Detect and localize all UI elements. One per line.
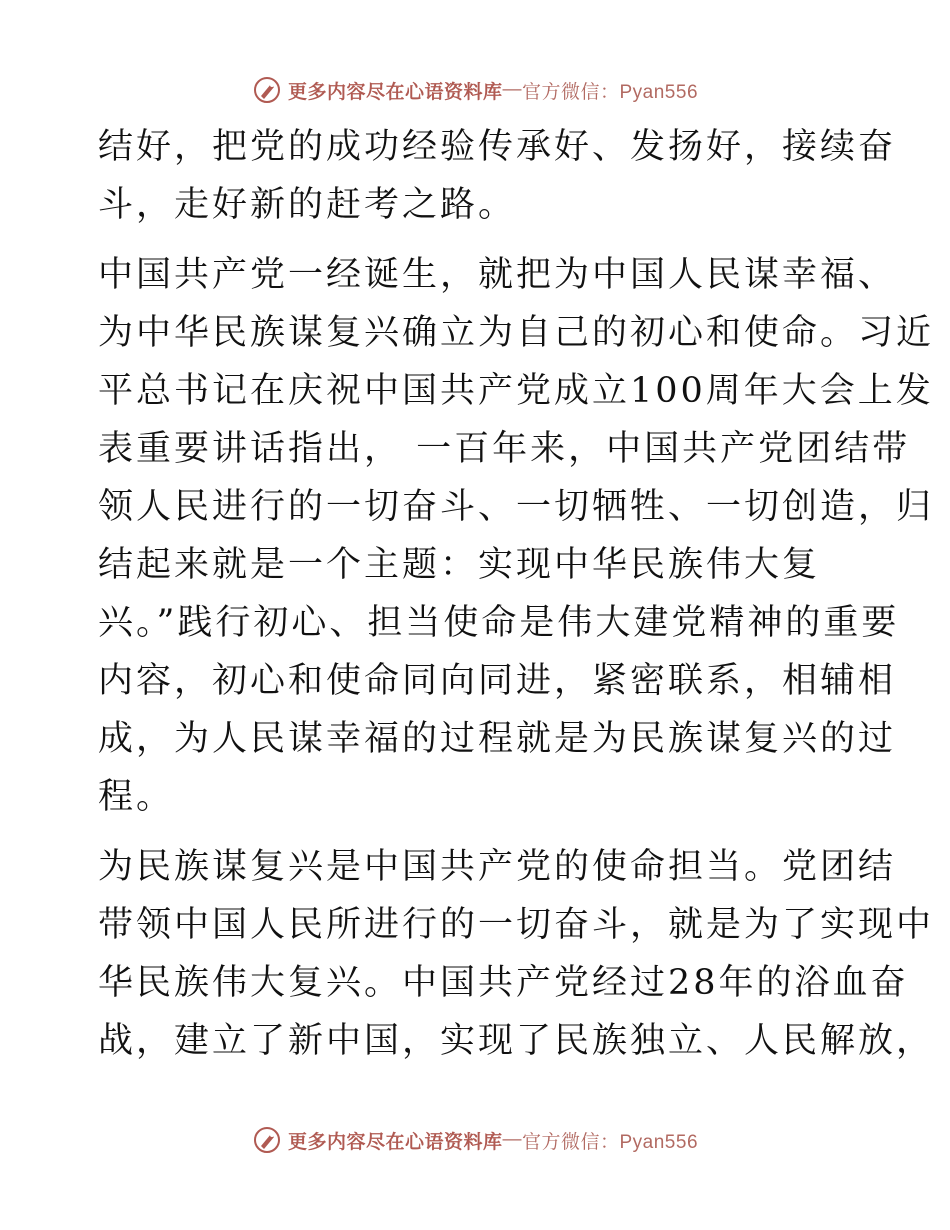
document-body <box>98 118 935 1082</box>
banner-separator: — <box>502 79 522 100</box>
banner-title: 更多内容尽在心语资料库 <box>287 80 503 103</box>
text-line: 兴。”践行初心、担当使命是伟大建党精神的重要 <box>98 603 900 643</box>
header-banner <box>0 72 950 108</box>
paragraph <box>98 838 935 1070</box>
text-line: 为民族谋复兴是中国共产党的使命担当。党团结 <box>98 847 897 887</box>
text-line: 中国共产党一经诞生，就把为中国人民谋幸福、 <box>98 255 897 295</box>
text-line: 带领中国人民所进行的一切奋斗，就是为了实现中 <box>98 905 935 945</box>
text-line: 领人民进行的一切奋斗、一切牺牲、一切创造，归 <box>98 487 935 527</box>
text-line: 平总书记在庆祝中国共产党成立100周年大会上发 <box>98 371 934 411</box>
text-line: 结好，把党的成功经验传承好、发扬好，接续奋 <box>98 127 897 167</box>
banner-title: 更多内容尽在心语资料库 <box>287 1130 503 1153</box>
banner-separator: — <box>502 1129 522 1150</box>
text-line: 斗，走好新的赶考之路。 <box>98 185 517 225</box>
footer-banner <box>0 1122 950 1158</box>
paragraph <box>98 118 897 234</box>
text-line: 战，建立了新中国，实现了民族独立、人民解放， <box>98 1021 935 1061</box>
banner-subtitle: 官方微信：Pyan556 <box>522 1131 699 1153</box>
paragraph <box>98 246 935 826</box>
text-line: 表重要讲话指出， 一百年来，中国共产党团结带 <box>98 429 911 469</box>
banner-subtitle: 官方微信：Pyan556 <box>522 81 699 103</box>
text-line: 结起来就是一个主题：实现中华民族伟大复 <box>98 545 821 585</box>
text-line: 华民族伟大复兴。中国共产党经过28年的浴血奋 <box>98 963 909 1003</box>
text-line: 成，为人民谋幸福的过程就是为民族谋复兴的过 <box>98 719 897 759</box>
pen-nib-icon <box>252 75 282 105</box>
text-line: 程。 <box>98 777 175 817</box>
text-line: 内容，初心和使命同向同进，紧密联系，相辅相 <box>98 661 897 701</box>
pen-nib-icon <box>252 1125 282 1155</box>
text-line: 为中华民族谋复兴确立为自己的初心和使命。习近 <box>98 313 935 353</box>
